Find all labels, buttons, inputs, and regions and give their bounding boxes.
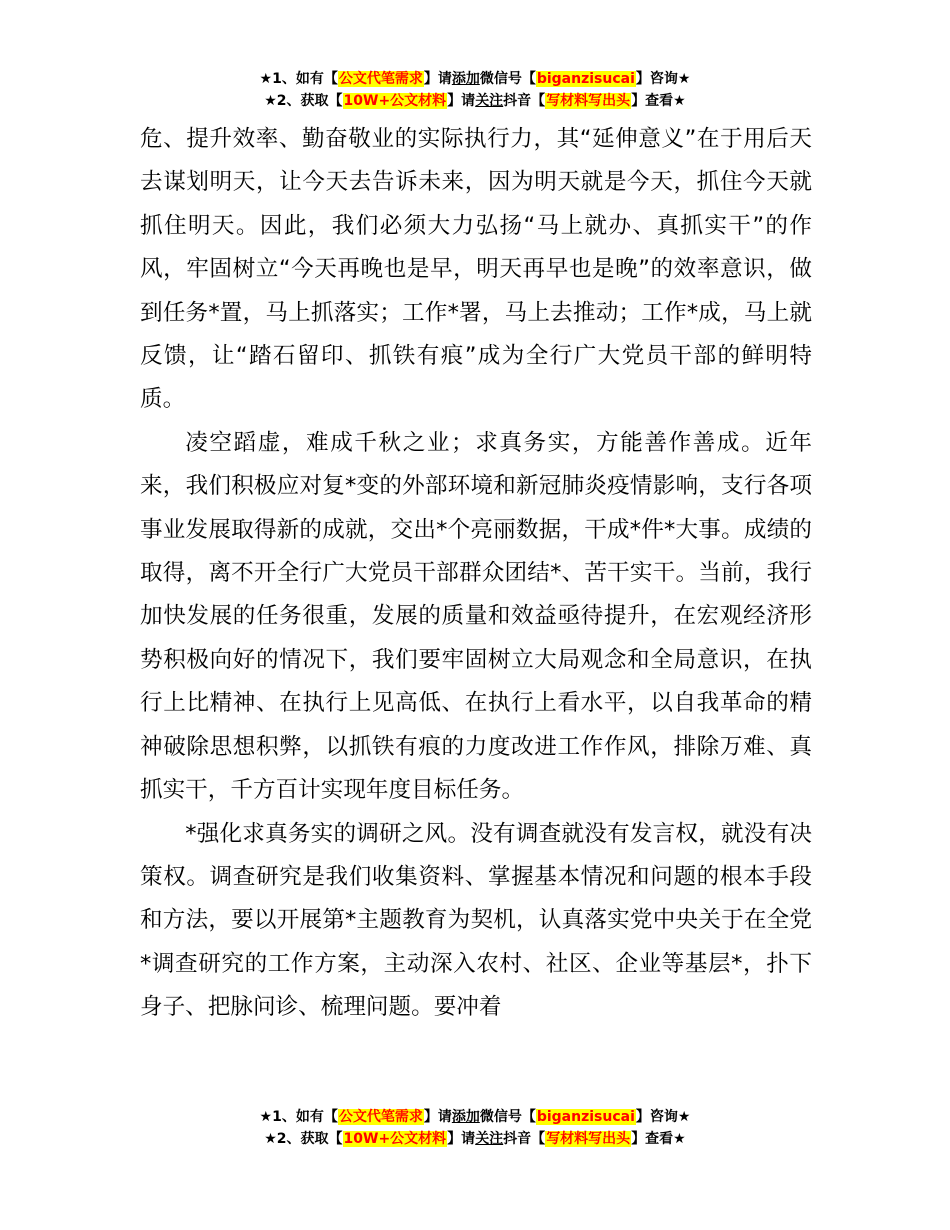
banner-line-2: ★2、获取【10W+公文材料】请关注抖音【写材料写出头】查看★ — [264, 93, 686, 109]
top-banner — [0, 68, 950, 112]
highlight-douyin: 写材料写出头 — [546, 93, 631, 109]
banner-line-1: ★1、如有【公文代笔需求】请添加微信号【biganzisucai】咨询★ — [259, 71, 691, 87]
paragraph-1: 危、提升效率、勤奋敬业的实际执行力，其“延伸意义”在于用后天去谋划明天，让今天去告诉未来，因为明天就是今天，抓住今天就抓住明天。因此，我们必须大力弘扬“马上就办、真抓实干”的作风，牢固树立“今天再晚也是早，明天再早也是晚”的效率意识，做到任务*置，马上抓落实；工作*署，马上去推动；工作*成，马上就反馈，让“踏石留印、抓铁有痕”成为全行广大党员干部的鲜明特质。 — [140, 126, 812, 413]
highlight-materials: 10W+公文材料 — [343, 93, 447, 109]
paragraph-2: 凌空蹈虚，难成千秋之业；求真务实，方能善作善成。近年来，我们积极应对复*变的外部环境和新冠肺炎疫情影响，支行各项事业发展取得新的成就，交出*个亮丽数据，干成*件*大事。成绩的取得，离不开全行广大党员干部群众团结*、苦干实干。当前，我行加快发展的任务很重，发展的质量和效益亟待提升，在宏观经济形势积极向好的情况下，我们要牢固树立大局观念和全局意识，在执行上比精神、在执行上见高低、在执行上看水平，以自我革命的精神破除思想积弊，以抓铁有痕的力度改进工作作风，排除万难、真抓实干，千方百计实现年度目标任务。 — [140, 429, 812, 804]
highlight-wechat-id: biganzisucai — [536, 71, 635, 87]
banner-line-2-bottom: ★2、获取【10W+公文材料】请关注抖音【写材料写出头】查看★ — [264, 1131, 686, 1147]
highlight-douyin: 写材料写出头 — [546, 1131, 631, 1147]
banner-line-1-bottom: ★1、如有【公文代笔需求】请添加微信号【biganzisucai】咨询★ — [259, 1109, 691, 1125]
highlight-materials: 10W+公文材料 — [343, 1131, 447, 1147]
bottom-banner — [0, 1106, 950, 1150]
highlight-wechat-id: biganzisucai — [536, 1109, 635, 1125]
document-body — [140, 118, 812, 1030]
highlight-service: 公文代笔需求 — [338, 1109, 423, 1125]
highlight-service: 公文代笔需求 — [338, 71, 423, 87]
paragraph-3: *强化求真务实的调研之风。没有调查就没有发言权，就没有决策权。调查研究是我们收集资料、掌握基本情况和问题的根本手段和方法，要以开展第*主题教育为契机，认真落实党中央关于在全党*调查研究的工作方案，主动深入农村、社区、企业等基层*，扑下身子、把脉问诊、梳理问题。要冲着 — [140, 820, 812, 1021]
